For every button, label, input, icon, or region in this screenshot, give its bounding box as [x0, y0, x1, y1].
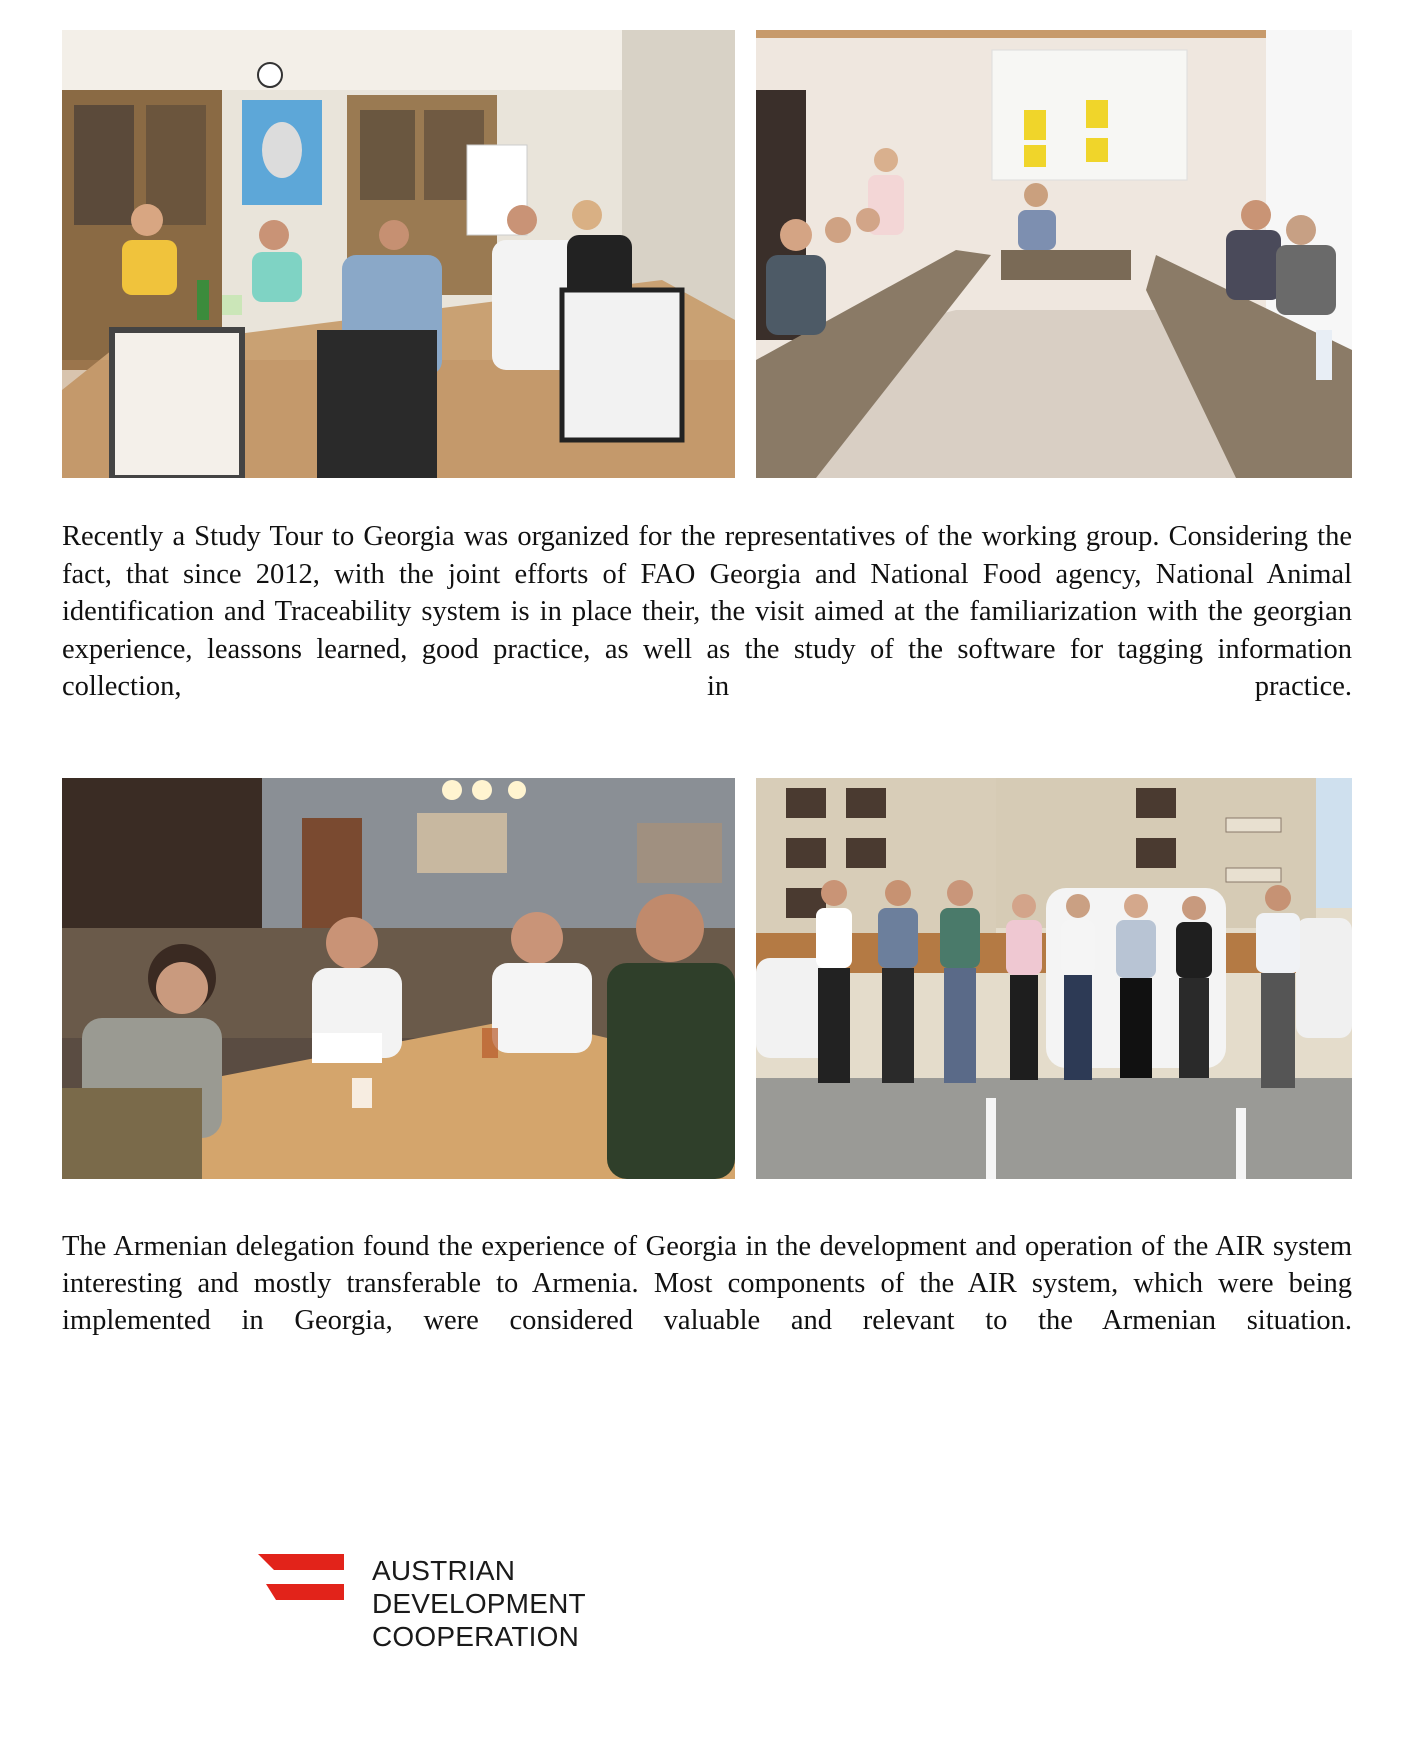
outdoor-group-photo: [756, 778, 1352, 1179]
study-tour-paragraph: Recently a Study Tour to Georgia was organized for the representatives of the working group. Considering the fact, that since 2012, with the joint efforts of FAO Georgia and National Food agency, National Animal identification and Traceability system is in place their, the visit aimed at the familiarization with the georgian experience, leassons learned, good practice, as well as the study of the software for tagging information collection, in practice.: [62, 521, 1352, 702]
restaurant-group-photo: [62, 778, 735, 1179]
presentation-room-photo: [756, 30, 1352, 478]
outdoor-group-photo-icon: [756, 778, 1352, 1179]
austrian-development-cooperation-logo: [258, 1550, 618, 1660]
logo-wordmark: [372, 1554, 586, 1653]
logo-line-cooperation: COOPERATION: [372, 1621, 580, 1652]
presentation-room-photo-icon: [756, 30, 1352, 478]
meeting-room-photo-icon: [62, 30, 735, 478]
logo-line-development: DEVELOPMENT: [372, 1588, 586, 1619]
meeting-room-photo: [62, 30, 735, 478]
logo-line-austrian: AUSTRIAN: [372, 1555, 516, 1586]
austrian-flag-stripes-icon: [258, 1550, 348, 1610]
delegation-paragraph: The Armenian delegation found the experience of Georgia in the development and operation of the AIR system interesting and mostly transferable to Armenia. Most components of the AIR system, which were being implemented in Georgia, were considered valuable and relevant to the Armenian situation.: [62, 1231, 1352, 1336]
restaurant-group-photo-icon: [62, 778, 735, 1179]
